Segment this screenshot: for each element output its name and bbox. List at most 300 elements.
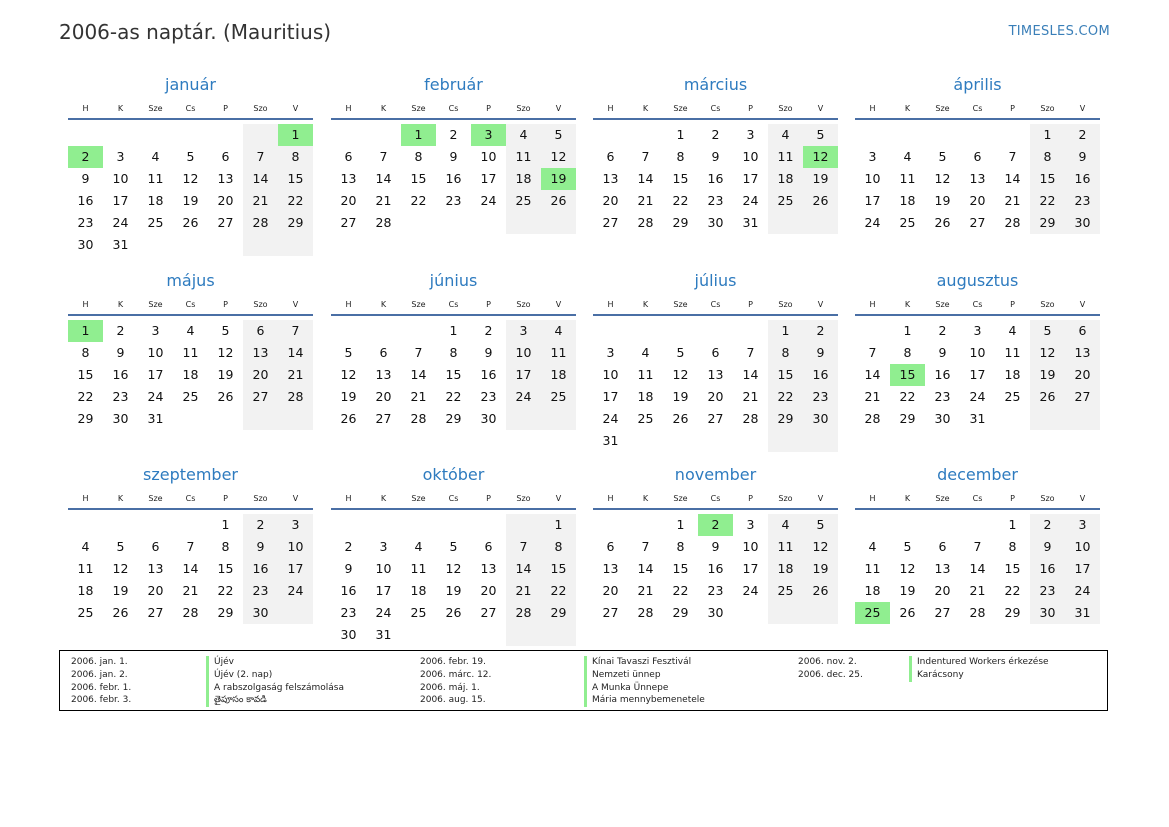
day-cell[interactable]: 29 [1030,212,1065,234]
day-cell[interactable]: 17 [147,367,164,382]
day-cell[interactable]: 1 [768,320,803,342]
day-cell[interactable]: 21 [742,389,759,404]
day-cell[interactable]: 24 [742,193,759,208]
day-cell[interactable]: 22 [77,389,94,404]
day-cell[interactable]: 12 [934,171,951,186]
day-cell[interactable]: 4 [1008,323,1017,338]
day-cell[interactable]: 28 [637,215,654,230]
day-cell[interactable]: 16 [803,364,838,386]
day-cell[interactable]: 11 [182,345,199,360]
day-cell[interactable]: 4 [768,124,803,146]
day-cell[interactable]: 31 [1065,602,1100,624]
day-cell[interactable]: 6 [243,320,278,342]
day-cell[interactable]: 8 [768,342,803,364]
day-cell[interactable]: 13 [375,367,392,382]
day-cell[interactable]: 18 [506,168,541,190]
day-cell[interactable]: 5 [803,514,838,536]
day-cell[interactable]: 25 [768,580,803,602]
day-cell[interactable]: 26 [112,605,129,620]
day-cell[interactable]: 22 [445,389,462,404]
day-cell[interactable]: 10 [278,536,313,558]
day-cell[interactable]: 15 [1004,561,1021,576]
day-cell[interactable]: 25 [899,215,916,230]
day-cell[interactable]: 27 [147,605,164,620]
day-cell[interactable]: 22 [672,193,689,208]
day-cell[interactable]: 4 [151,149,160,164]
day-cell[interactable]: 3 [379,539,388,554]
day-cell[interactable]: 24 [147,389,164,404]
day-cell[interactable]: 24 [480,193,497,208]
day-cell[interactable]: 9 [449,149,458,164]
day-cell[interactable]: 14 [742,367,759,382]
day-cell[interactable]: 15 [77,367,94,382]
day-cell[interactable]: 2 [803,320,838,342]
day-cell[interactable]: 8 [449,345,458,360]
day-cell[interactable]: 8 [221,539,230,554]
day-cell[interactable]: 8 [1008,539,1017,554]
day-cell[interactable]: 17 [1065,558,1100,580]
day-cell[interactable]: 18 [637,389,654,404]
day-cell[interactable]: 24 [375,605,392,620]
day-cell[interactable]: 23 [1030,580,1065,602]
day-cell[interactable]: 26 [1030,386,1065,408]
day-cell[interactable]: 16 [1065,168,1100,190]
day-cell[interactable]: 23 [1065,190,1100,212]
day-cell[interactable]: 22 [768,386,803,408]
day-cell[interactable]: 22 [899,389,916,404]
day-cell[interactable]: 15 [768,364,803,386]
day-cell[interactable]: 31 [969,411,986,426]
day-cell[interactable]: 23 [707,583,724,598]
day-cell[interactable]: 17 [506,364,541,386]
holiday-day-cell[interactable]: 1 [278,124,313,146]
day-cell[interactable]: 15 [1030,168,1065,190]
day-cell[interactable]: 6 [938,539,947,554]
day-cell[interactable]: 30 [1065,212,1100,234]
day-cell[interactable]: 25 [77,605,94,620]
day-cell[interactable]: 16 [707,561,724,576]
day-cell[interactable]: 28 [243,212,278,234]
day-cell[interactable]: 11 [864,561,881,576]
day-cell[interactable]: 7 [746,345,755,360]
day-cell[interactable]: 12 [541,146,576,168]
day-cell[interactable]: 23 [445,193,462,208]
day-cell[interactable]: 5 [186,149,195,164]
day-cell[interactable]: 24 [1065,580,1100,602]
day-cell[interactable]: 28 [506,602,541,624]
day-cell[interactable]: 10 [864,171,881,186]
day-cell[interactable]: 11 [410,561,427,576]
day-cell[interactable]: 19 [112,583,129,598]
day-cell[interactable]: 5 [803,124,838,146]
day-cell[interactable]: 13 [147,561,164,576]
day-cell[interactable]: 6 [484,539,493,554]
day-cell[interactable]: 23 [480,389,497,404]
day-cell[interactable]: 30 [77,237,94,252]
day-cell[interactable]: 28 [410,411,427,426]
day-cell[interactable]: 12 [672,367,689,382]
day-cell[interactable]: 20 [602,193,619,208]
day-cell[interactable]: 12 [112,561,129,576]
day-cell[interactable]: 3 [116,149,125,164]
day-cell[interactable]: 21 [375,193,392,208]
day-cell[interactable]: 19 [672,389,689,404]
day-cell[interactable]: 20 [375,389,392,404]
day-cell[interactable]: 4 [81,539,90,554]
day-cell[interactable]: 29 [672,215,689,230]
day-cell[interactable]: 14 [637,171,654,186]
day-cell[interactable]: 1 [1030,124,1065,146]
day-cell[interactable]: 27 [602,605,619,620]
day-cell[interactable]: 4 [903,149,912,164]
day-cell[interactable]: 13 [969,171,986,186]
day-cell[interactable]: 15 [278,168,313,190]
day-cell[interactable]: 18 [147,193,164,208]
day-cell[interactable]: 8 [676,149,685,164]
day-cell[interactable]: 20 [1065,364,1100,386]
day-cell[interactable]: 19 [1030,364,1065,386]
day-cell[interactable]: 31 [602,433,619,448]
day-cell[interactable]: 11 [768,146,803,168]
day-cell[interactable]: 5 [676,345,685,360]
holiday-day-cell[interactable]: 3 [471,124,506,146]
day-cell[interactable]: 14 [182,561,199,576]
day-cell[interactable]: 27 [340,215,357,230]
day-cell[interactable]: 18 [182,367,199,382]
day-cell[interactable]: 24 [864,215,881,230]
day-cell[interactable]: 13 [602,561,619,576]
day-cell[interactable]: 26 [445,605,462,620]
day-cell[interactable]: 27 [1065,386,1100,408]
day-cell[interactable]: 18 [899,193,916,208]
day-cell[interactable]: 3 [1065,514,1100,536]
day-cell[interactable]: 23 [112,389,129,404]
day-cell[interactable]: 19 [217,367,234,382]
day-cell[interactable]: 8 [81,345,90,360]
day-cell[interactable]: 30 [803,408,838,430]
day-cell[interactable]: 17 [480,171,497,186]
day-cell[interactable]: 31 [147,411,164,426]
day-cell[interactable]: 13 [934,561,951,576]
holiday-day-cell[interactable]: 19 [541,168,576,190]
day-cell[interactable]: 5 [1030,320,1065,342]
day-cell[interactable]: 17 [375,583,392,598]
day-cell[interactable]: 30 [112,411,129,426]
day-cell[interactable]: 19 [182,193,199,208]
day-cell[interactable]: 1 [541,514,576,536]
day-cell[interactable]: 29 [672,605,689,620]
day-cell[interactable]: 2 [711,127,720,142]
day-cell[interactable]: 14 [506,558,541,580]
brand-link[interactable]: TIMESLES.COM [1008,24,1110,39]
day-cell[interactable]: 13 [243,342,278,364]
day-cell[interactable]: 3 [746,517,755,532]
day-cell[interactable]: 15 [445,367,462,382]
day-cell[interactable]: 27 [243,386,278,408]
day-cell[interactable]: 31 [375,627,392,642]
day-cell[interactable]: 12 [899,561,916,576]
day-cell[interactable]: 14 [278,342,313,364]
day-cell[interactable]: 1 [449,323,458,338]
day-cell[interactable]: 15 [541,558,576,580]
day-cell[interactable]: 7 [506,536,541,558]
day-cell[interactable]: 22 [541,580,576,602]
day-cell[interactable]: 7 [278,320,313,342]
day-cell[interactable]: 8 [278,146,313,168]
day-cell[interactable]: 27 [969,215,986,230]
day-cell[interactable]: 23 [934,389,951,404]
day-cell[interactable]: 1 [676,127,685,142]
day-cell[interactable]: 2 [243,514,278,536]
day-cell[interactable]: 21 [182,583,199,598]
day-cell[interactable]: 6 [379,345,388,360]
day-cell[interactable]: 19 [445,583,462,598]
day-cell[interactable]: 9 [1030,536,1065,558]
holiday-day-cell[interactable]: 2 [68,146,103,168]
day-cell[interactable]: 6 [1065,320,1100,342]
day-cell[interactable]: 16 [1030,558,1065,580]
day-cell[interactable]: 4 [768,514,803,536]
day-cell[interactable]: 26 [340,411,357,426]
day-cell[interactable]: 15 [217,561,234,576]
day-cell[interactable]: 26 [217,389,234,404]
day-cell[interactable]: 23 [340,605,357,620]
day-cell[interactable]: 7 [414,345,423,360]
day-cell[interactable]: 28 [375,215,392,230]
day-cell[interactable]: 4 [186,323,195,338]
day-cell[interactable]: 18 [410,583,427,598]
day-cell[interactable]: 21 [1004,193,1021,208]
day-cell[interactable]: 18 [1004,367,1021,382]
day-cell[interactable]: 25 [541,386,576,408]
day-cell[interactable]: 9 [711,149,720,164]
day-cell[interactable]: 19 [340,389,357,404]
day-cell[interactable]: 1 [1008,517,1017,532]
day-cell[interactable]: 2 [484,323,493,338]
day-cell[interactable]: 18 [768,558,803,580]
day-cell[interactable]: 29 [1004,605,1021,620]
day-cell[interactable]: 7 [868,345,877,360]
day-cell[interactable]: 11 [147,171,164,186]
day-cell[interactable]: 29 [768,408,803,430]
day-cell[interactable]: 18 [541,364,576,386]
day-cell[interactable]: 4 [541,320,576,342]
day-cell[interactable]: 7 [973,539,982,554]
day-cell[interactable]: 23 [77,215,94,230]
day-cell[interactable]: 9 [938,345,947,360]
day-cell[interactable]: 25 [637,411,654,426]
day-cell[interactable]: 4 [506,124,541,146]
day-cell[interactable]: 11 [541,342,576,364]
day-cell[interactable]: 23 [803,386,838,408]
day-cell[interactable]: 25 [410,605,427,620]
day-cell[interactable]: 29 [77,411,94,426]
day-cell[interactable]: 23 [243,580,278,602]
day-cell[interactable]: 9 [711,539,720,554]
day-cell[interactable]: 18 [864,583,881,598]
day-cell[interactable]: 28 [1004,215,1021,230]
day-cell[interactable]: 3 [868,149,877,164]
day-cell[interactable]: 4 [868,539,877,554]
day-cell[interactable]: 29 [541,602,576,624]
day-cell[interactable]: 27 [934,605,951,620]
day-cell[interactable]: 14 [375,171,392,186]
day-cell[interactable]: 5 [903,539,912,554]
day-cell[interactable]: 12 [217,345,234,360]
day-cell[interactable]: 27 [217,215,234,230]
holiday-day-cell[interactable]: 1 [68,320,103,342]
day-cell[interactable]: 28 [182,605,199,620]
day-cell[interactable]: 11 [1004,345,1021,360]
day-cell[interactable]: 30 [707,605,724,620]
day-cell[interactable]: 26 [899,605,916,620]
day-cell[interactable]: 29 [899,411,916,426]
day-cell[interactable]: 19 [934,193,951,208]
day-cell[interactable]: 22 [1030,190,1065,212]
day-cell[interactable]: 20 [480,583,497,598]
day-cell[interactable]: 8 [541,536,576,558]
day-cell[interactable]: 13 [217,171,234,186]
day-cell[interactable]: 13 [1065,342,1100,364]
day-cell[interactable]: 5 [344,345,353,360]
day-cell[interactable]: 3 [606,345,615,360]
day-cell[interactable]: 5 [221,323,230,338]
day-cell[interactable]: 27 [602,215,619,230]
day-cell[interactable]: 20 [243,364,278,386]
day-cell[interactable]: 27 [375,411,392,426]
day-cell[interactable]: 13 [707,367,724,382]
day-cell[interactable]: 21 [243,190,278,212]
day-cell[interactable]: 25 [182,389,199,404]
holiday-day-cell[interactable]: 15 [890,364,925,386]
day-cell[interactable]: 9 [116,345,125,360]
day-cell[interactable]: 9 [344,561,353,576]
day-cell[interactable]: 6 [711,345,720,360]
day-cell[interactable]: 23 [707,193,724,208]
day-cell[interactable]: 12 [340,367,357,382]
day-cell[interactable]: 14 [410,367,427,382]
day-cell[interactable]: 22 [672,583,689,598]
day-cell[interactable]: 8 [1030,146,1065,168]
day-cell[interactable]: 3 [746,127,755,142]
day-cell[interactable]: 17 [742,171,759,186]
day-cell[interactable]: 17 [602,389,619,404]
day-cell[interactable]: 28 [742,411,759,426]
day-cell[interactable]: 17 [864,193,881,208]
day-cell[interactable]: 3 [973,323,982,338]
day-cell[interactable]: 11 [637,367,654,382]
day-cell[interactable]: 31 [112,237,129,252]
day-cell[interactable]: 15 [672,171,689,186]
day-cell[interactable]: 21 [864,389,881,404]
day-cell[interactable]: 21 [506,580,541,602]
day-cell[interactable]: 4 [641,345,650,360]
day-cell[interactable]: 25 [506,190,541,212]
day-cell[interactable]: 7 [379,149,388,164]
day-cell[interactable]: 11 [899,171,916,186]
day-cell[interactable]: 8 [676,539,685,554]
day-cell[interactable]: 1 [221,517,230,532]
day-cell[interactable]: 27 [707,411,724,426]
day-cell[interactable]: 10 [375,561,392,576]
day-cell[interactable]: 6 [606,149,615,164]
day-cell[interactable]: 26 [934,215,951,230]
day-cell[interactable]: 13 [602,171,619,186]
day-cell[interactable]: 5 [449,539,458,554]
day-cell[interactable]: 12 [182,171,199,186]
day-cell[interactable]: 7 [1008,149,1017,164]
day-cell[interactable]: 5 [938,149,947,164]
day-cell[interactable]: 21 [969,583,986,598]
day-cell[interactable]: 10 [969,345,986,360]
day-cell[interactable]: 24 [602,411,619,426]
day-cell[interactable]: 14 [864,367,881,382]
day-cell[interactable]: 12 [445,561,462,576]
day-cell[interactable]: 12 [1030,342,1065,364]
day-cell[interactable]: 20 [707,389,724,404]
day-cell[interactable]: 30 [243,602,278,624]
day-cell[interactable]: 11 [77,561,94,576]
day-cell[interactable]: 2 [1030,514,1065,536]
day-cell[interactable]: 2 [344,539,353,554]
day-cell[interactable]: 20 [602,583,619,598]
day-cell[interactable]: 14 [637,561,654,576]
day-cell[interactable]: 8 [414,149,423,164]
day-cell[interactable]: 16 [112,367,129,382]
day-cell[interactable]: 30 [480,411,497,426]
day-cell[interactable]: 29 [217,605,234,620]
day-cell[interactable]: 28 [637,605,654,620]
day-cell[interactable]: 17 [969,367,986,382]
day-cell[interactable]: 20 [969,193,986,208]
holiday-day-cell[interactable]: 2 [698,514,733,536]
day-cell[interactable]: 6 [221,149,230,164]
day-cell[interactable]: 27 [480,605,497,620]
day-cell[interactable]: 6 [344,149,353,164]
day-cell[interactable]: 30 [934,411,951,426]
day-cell[interactable]: 29 [278,212,313,234]
day-cell[interactable]: 21 [637,193,654,208]
day-cell[interactable]: 12 [803,536,838,558]
day-cell[interactable]: 3 [151,323,160,338]
day-cell[interactable]: 6 [151,539,160,554]
day-cell[interactable]: 24 [506,386,541,408]
day-cell[interactable]: 25 [1004,389,1021,404]
day-cell[interactable]: 14 [969,561,986,576]
day-cell[interactable]: 5 [116,539,125,554]
day-cell[interactable]: 15 [672,561,689,576]
day-cell[interactable]: 10 [506,342,541,364]
day-cell[interactable]: 7 [641,539,650,554]
day-cell[interactable]: 10 [147,345,164,360]
day-cell[interactable]: 10 [742,149,759,164]
day-cell[interactable]: 9 [243,536,278,558]
day-cell[interactable]: 22 [278,190,313,212]
day-cell[interactable]: 28 [864,411,881,426]
day-cell[interactable]: 3 [506,320,541,342]
day-cell[interactable]: 10 [1065,536,1100,558]
day-cell[interactable]: 21 [278,364,313,386]
day-cell[interactable]: 19 [803,558,838,580]
day-cell[interactable]: 25 [147,215,164,230]
day-cell[interactable]: 7 [186,539,195,554]
day-cell[interactable]: 10 [480,149,497,164]
day-cell[interactable]: 16 [445,171,462,186]
day-cell[interactable]: 30 [707,215,724,230]
day-cell[interactable]: 22 [217,583,234,598]
day-cell[interactable]: 16 [243,558,278,580]
day-cell[interactable]: 16 [707,171,724,186]
